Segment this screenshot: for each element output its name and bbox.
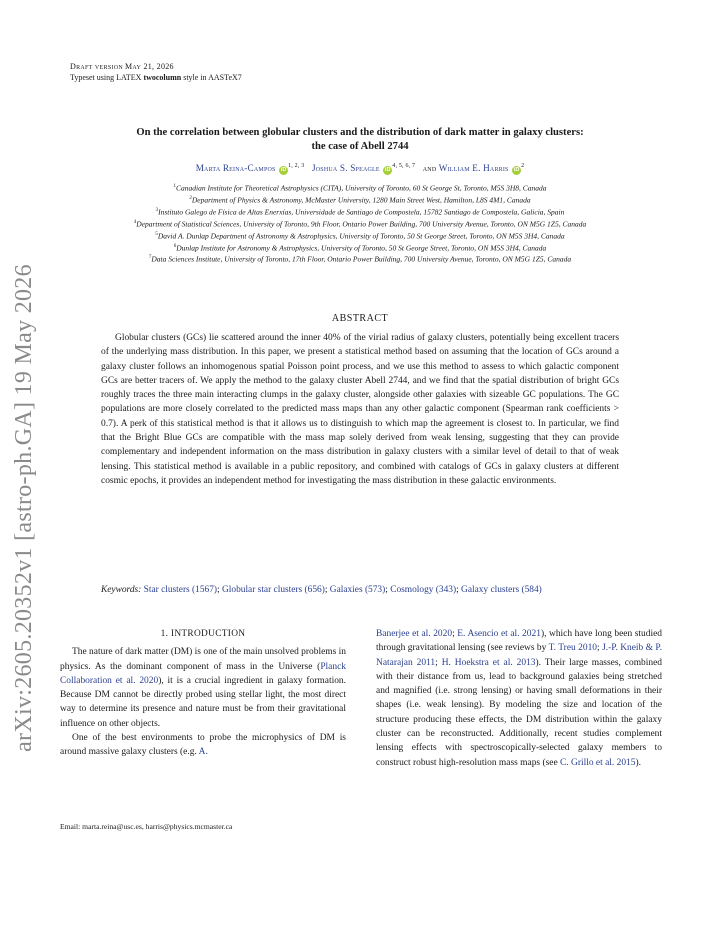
keywords: Keywords: Star clusters (1567); Globular star clusters (656); Galaxies (573); Cosmology (343); Galaxy clusters (584): [101, 585, 542, 595]
email-footnote: [60, 822, 360, 832]
paragraph-text: The nature of dark matter (DM) is one of the main unsolved problems in physics. As the dominant component of mass in the Universe (: [60, 647, 346, 672]
author-2-link[interactable]: Joshua S. Speagle: [311, 163, 380, 174]
paper-title: [60, 126, 660, 153]
keyword-link[interactable]: Cosmology (343): [390, 585, 457, 595]
citation-link[interactable]: Planck Collaboration et al. 2020: [60, 661, 346, 686]
affiliation-text: Department of Statistical Sciences, University of Toronto, 9th Floor, Ontario Power Building, 700 University Avenue, Toronto, ON M5G 1Z5, Canada: [136, 219, 587, 229]
abstract-heading: ABSTRACT: [331, 313, 389, 324]
typeset-prefix: Typeset using LATEX: [70, 72, 142, 82]
affiliation-item: [56, 182, 664, 194]
paragraph-text: ), which have long been studied through gravitational lensing (see reviews by: [376, 629, 662, 654]
draft-date: May 21, 2026: [125, 62, 174, 71]
affiliation-number: 2: [189, 195, 192, 201]
citation-link[interactable]: J.-P. Kneib & P. Natarajan 2011: [376, 643, 662, 668]
typeset-suffix: style in AASTeX7: [183, 72, 242, 82]
author-2-affil: 4, 5, 6, 7: [392, 163, 416, 169]
author-1-affil: 1, 2, 3: [288, 163, 305, 169]
affiliation-item: [56, 230, 664, 242]
paragraph-text: ).: [635, 757, 642, 768]
affiliation-text: Instituto Galego de Física de Altas Enerxías, Universidade de Santiago de Compostela, 15782 Santiago de Compostela, Galicia, Spain: [158, 207, 565, 217]
orcid-icon[interactable]: iD: [280, 167, 287, 174]
draft-prefix: Draft version: [70, 62, 124, 71]
affiliation-item: [56, 194, 664, 206]
affiliation-item: [56, 253, 664, 265]
keyword-link[interactable]: Star clusters (1567): [143, 585, 218, 595]
affiliation-item: [56, 242, 664, 254]
paragraph-text: One of the best environments to probe the microphysics of DM is around massive galaxy clusters (e.g.: [60, 733, 346, 758]
orcid-icon[interactable]: iD: [513, 167, 520, 174]
intro-paragraph-2-continued: Banerjee et al. 2020; E. Asencio et al. 2021), which have long been studied through gravitational lensing (see reviews by T. Treu 2010; J.-P. Kneib & P. Natarajan 2011; H. Hoekstra et al. 2013). Their large masses, combined with their distance from us, lead to background galaxies being stretched and magnified (i.e. strong lensing) or having small deformations in their shapes (i.e. weak lensing). By modeling the size and location of the structure producing these effects, the DM distribution within the galaxy cluster can be reconstructed. Additionally, recent studies complement lensing effects with spectroscopically-selected galaxy members to construct robust high-resolution mass maps (see C. Grillo et al. 2015).: [376, 629, 662, 768]
arxiv-side-stamp: arXiv:2605.20352v1 [astro-ph.GA] 19 May 2026: [11, 264, 37, 752]
intro-paragraph-1: [60, 645, 346, 731]
affiliation-number: 5: [155, 231, 158, 237]
affiliation-number: 1: [173, 184, 176, 189]
keyword-link[interactable]: Globular star clusters (656): [222, 585, 325, 595]
paragraph-text: ). Their large masses, combined with their distance from us, lead to background galaxies being stretched and magnified (i.e. strong lensing) or having small deformations in their shapes (i.e. weak lensing). By modeling the size and location of the structure producing these effects, the DM distribution within the galaxy cluster can be reconstructed. Additionally, recent studies complement lensing effects with spectroscopically-selected galaxy members to construct robust high-resolution mass maps (see: [376, 657, 662, 768]
affiliation-number: 6: [173, 243, 177, 249]
author-conjunction: and: [422, 163, 437, 174]
section-heading: 1. INTRODUCTION: [160, 629, 246, 639]
author-3-link[interactable]: William E. Harris: [438, 163, 509, 174]
citation-link[interactable]: C. Grillo et al. 2015: [560, 757, 636, 768]
keywords-label: Keywords:: [101, 585, 142, 595]
affiliation-text: Department of Physics & Astronomy, McMaster University, 1280 Main Street West, Hamilton, L8S 4M1, Canada: [191, 195, 531, 205]
left-column: [60, 627, 346, 760]
citation-link[interactable]: A.: [198, 747, 208, 758]
citation-link[interactable]: E. Asencio et al. 2021: [457, 629, 541, 639]
affiliation-number: 7: [148, 255, 152, 261]
email-label: Email:: [60, 822, 81, 831]
orcid-icon[interactable]: iD: [384, 167, 391, 174]
draft-header: [70, 62, 242, 83]
affiliation-number: 4: [133, 219, 137, 225]
intro-paragraph-2: [60, 731, 346, 760]
abstract-body: Globular clusters (GCs) lie scattered around the inner 40% of the virial radius of galaxy clusters, potentially being excellent tracers of the underlying mass distribution. In this paper, we present a statistical method based on assuming that the location of GCs around a galaxy cluster follows an inhomogenous spatial Poisson point process, and we use this method to assess to which galactic component GCs are better tracers of. We apply the method to the galaxy cluster Abell 2744, and we find that the spatial distribution of bright GCs roughly traces the three main interacting clumps in the galaxy cluster, alongside other galaxies with sizeable GC populations. The GC populations are more closely correlated to the predicted mass maps than any other galactic component (Spearman rank coefficients > 0.7). A perk of this statistical method is that it allows us to distinguish to which map the agreement is closest to. In particular, we find that the Bright Blue GCs are compatible with the mass map solely derived from weak lensing, suggesting that they can provide complementary and independent information on the mass distribution in galaxy clusters with a similar level of detail to that of weak lensing. This statistical method is available in a public repository, and combined with catalogs of GCs in galaxy clusters at different cosmic epochs, it provides an independent method for investigating the mass distribution in these galactic environments.: [101, 333, 619, 486]
citation-link[interactable]: H. Hoekstra et al. 2013: [441, 657, 536, 668]
author-list: [60, 163, 660, 175]
affiliation-text: Dunlap Institute for Astronomy & Astrophysics, University of Toronto, 50 St George Street, Toronto, ON M5S 3H4, Canada: [176, 243, 547, 253]
typeset-style: twocolumn: [143, 72, 182, 82]
draft-line: [70, 62, 242, 73]
citation-link[interactable]: T. Treu 2010: [548, 643, 598, 654]
keyword-link[interactable]: Galaxies (573): [329, 585, 386, 595]
citation-link[interactable]: Banerjee et al. 2020: [376, 629, 453, 639]
affiliation-item: [56, 206, 664, 218]
email-addresses[interactable]: marta.reina@usc.es, harris@physics.mcmaster.ca: [82, 822, 233, 831]
typeset-line: [70, 73, 242, 84]
affiliation-list: [56, 182, 664, 265]
title-line-1: On the correlation between globular clusters and the distribution of dark matter in galaxy clusters:: [136, 127, 584, 138]
title-line-2: the case of Abell 2744: [311, 140, 409, 152]
paragraph-text: ), it is a crucial ingredient in galaxy formation. Because DM cannot be directly probed using stellar light, the most direct way to determine its presence and nature must be from their gravitational influence on other objects.: [60, 675, 346, 729]
affiliation-text: Data Sciences Institute, University of Toronto, 17th Floor, Ontario Power Building, 700 University Avenue, Toronto, ON M5G 1Z5, Canada: [151, 254, 572, 264]
author-1-link[interactable]: Marta Reina-Campos: [195, 163, 276, 174]
affiliation-text: David A. Dunlap Department of Astronomy & Astrophysics, University of Toronto, 50 St George Street, Toronto, ON M5S 3H4, Canada: [157, 231, 565, 241]
author-3-affil: 2: [521, 163, 525, 169]
right-column: [376, 627, 662, 770]
affiliation-text: Canadian Institute for Theoretical Astrophysics (CITA), University of Toronto, 60 St George St, Toronto, M5S 3H8, Canada: [176, 183, 547, 193]
affiliation-item: [56, 218, 664, 230]
affiliation-number: 3: [155, 207, 159, 213]
keyword-link[interactable]: Galaxy clusters (584): [461, 585, 542, 595]
